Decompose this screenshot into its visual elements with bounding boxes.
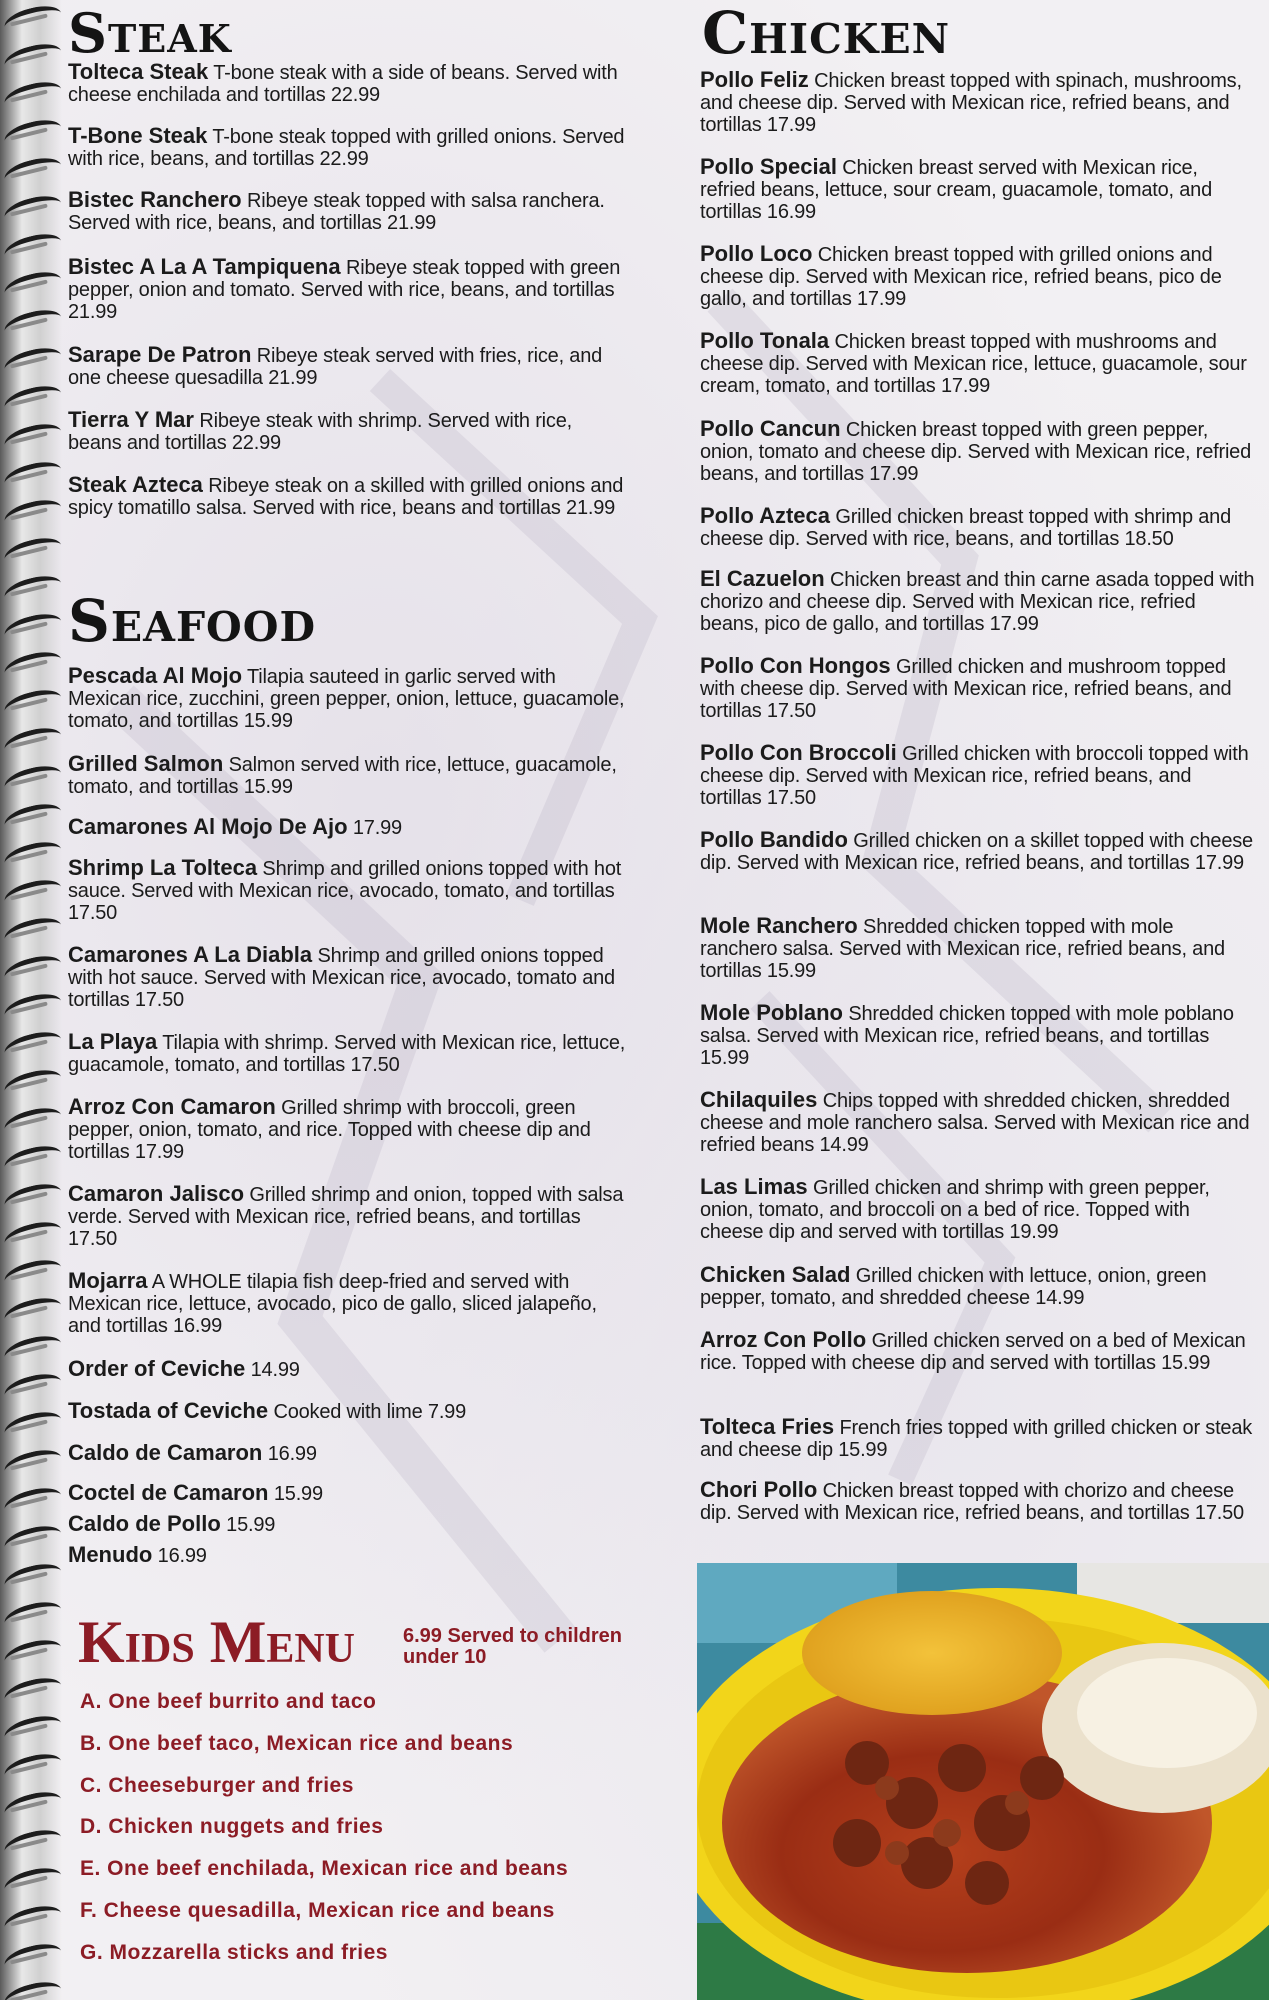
- kids-menu-heading: Kids Menu: [78, 1609, 356, 1675]
- item-name: Arroz Con Pollo: [700, 1327, 867, 1352]
- item-description: Grilled chicken on a skillet topped with cheese dip. Served with Mexican rice, refried beans, and tortillas 17.99: [700, 830, 1253, 874]
- binding-ring: [2, 875, 64, 912]
- binding-ring: [2, 153, 64, 190]
- steak-heading: Steak: [68, 1, 232, 65]
- binding-ring: [2, 1635, 64, 1672]
- menu-item: [68, 857, 628, 924]
- menu-item: [68, 344, 628, 389]
- kids-item: A. One beef burrito and taco: [80, 1690, 377, 1713]
- binding-ring: [2, 1521, 64, 1558]
- item-name: Pollo Azteca: [700, 503, 830, 528]
- item-name: El Cazuelon: [700, 566, 825, 591]
- item-description: Tilapia with shrimp. Served with Mexican rice, lettuce, guacamole, tomato, and tortillas 17.50: [68, 1032, 626, 1076]
- item-name: Camarones Al Mojo De Ajo: [68, 814, 348, 839]
- kids-item: F. Cheese quesadilla, Mexican rice and beans: [80, 1899, 555, 1922]
- item-description: 14.99: [245, 1359, 300, 1381]
- binding-ring: [2, 305, 64, 342]
- item-description: 15.99: [220, 1514, 276, 1536]
- binding-ring: [2, 1369, 64, 1406]
- item-description: Ribeye steak topped with salsa ranchera. Served with rice, beans, and tortillas 21.99: [68, 190, 605, 234]
- menu-item: [68, 816, 628, 839]
- binding-ring: [2, 1027, 64, 1064]
- menu-item: [700, 1176, 1255, 1243]
- menu-item: [68, 474, 628, 519]
- item-description: Shredded chicken topped with mole ranchero salsa. Served with Mexican rice, refried beans, and tortillas 15.99: [700, 916, 1225, 982]
- item-name: Chicken Salad: [700, 1262, 851, 1287]
- binding-ring: [2, 1825, 64, 1862]
- binding-ring: [2, 1103, 64, 1140]
- menu-item: [68, 1031, 628, 1076]
- item-name: Pollo Cancun: [700, 416, 841, 441]
- menu-item: [700, 568, 1255, 635]
- item-name: Mole Ranchero: [700, 913, 858, 938]
- item-name: Menudo: [68, 1542, 153, 1567]
- menu-item: [700, 1002, 1255, 1069]
- menu-item: [700, 1329, 1255, 1374]
- menu-item: [700, 655, 1255, 722]
- menu-item: [68, 1442, 628, 1465]
- menu-item: [700, 1264, 1255, 1309]
- binding-ring: [2, 1901, 64, 1938]
- item-name: Sarape De Patron: [68, 342, 252, 367]
- item-description: Chicken breast topped with grilled onions and cheese dip. Served with Mexican rice, refried beans, pico de gallo, and tortillas 17.99: [700, 244, 1222, 310]
- kids-item: B. One beef taco, Mexican rice and beans: [80, 1732, 514, 1755]
- item-description: Chicken breast topped with chorizo and cheese dip. Served with Mexican rice, refried beans, and tortillas 17.50: [700, 1480, 1244, 1524]
- binding-ring: [2, 571, 64, 608]
- item-name: Pollo Loco: [700, 241, 813, 266]
- item-name: Chilaquiles: [700, 1087, 818, 1112]
- binding-ring: [2, 951, 64, 988]
- item-description: Shrimp and grilled onions topped with hot sauce. Served with Mexican rice, avocado, tomato, and tortillas 17.50: [68, 858, 622, 924]
- item-description: Grilled chicken served on a bed of Mexican rice. Topped with cheese dip and served with tortillas 15.99: [700, 1330, 1246, 1374]
- item-name: La Playa: [68, 1029, 158, 1054]
- menu-item: [700, 742, 1255, 809]
- item-description: Grilled chicken breast topped with shrimp and cheese dip. Served with rice, beans, and tortillas 18.50: [700, 506, 1232, 550]
- item-name: Grilled Salmon: [68, 751, 224, 776]
- binding-ring: [2, 1711, 64, 1748]
- plate-illustration: [697, 1563, 1269, 2000]
- menu-item: [68, 1544, 628, 1567]
- item-name: Camaron Jalisco: [68, 1181, 245, 1206]
- binding-ring: [2, 1939, 64, 1976]
- item-name: Chori Pollo: [700, 1477, 818, 1502]
- kids-menu-note: 6.99 Served to children under 10: [403, 1625, 622, 1668]
- item-name: Pollo Con Broccoli: [700, 740, 897, 765]
- item-description: Chicken breast topped with mushrooms and cheese dip. Served with Mexican rice, lettuce, guacamole, sour cream, tomato, and tortillas 17.99: [700, 331, 1247, 397]
- item-description: Grilled chicken and mushroom topped with cheese dip. Served with Mexican rice, refried beans, and tortillas 17.50: [700, 656, 1232, 722]
- item-name: Caldo de Camaron: [68, 1440, 263, 1465]
- item-description: 16.99: [262, 1443, 317, 1465]
- menu-item: [68, 1482, 628, 1505]
- item-name: Bistec Ranchero: [68, 187, 242, 212]
- binding-ring: [2, 77, 64, 114]
- menu-item: [68, 61, 628, 106]
- binding-ring: [2, 685, 64, 722]
- menu-item: [68, 1183, 628, 1250]
- menu-item: [700, 505, 1255, 550]
- binding-ring: [2, 1559, 64, 1596]
- menu-item: [700, 1416, 1255, 1461]
- item-description: 16.99: [152, 1545, 207, 1567]
- binding-ring: [2, 381, 64, 418]
- item-description: Chicken breast topped with green pepper, onion, tomato and cheese dip. Served with Mexican rice, refried beans, and tortillas 17.99: [700, 419, 1252, 485]
- item-name: Mojarra: [68, 1268, 148, 1293]
- item-description: Grilled chicken and shrimp with green pepper, onion, tomato, and broccoli on a bed of rice. Topped with cheese dip and served with tortillas 19.99: [700, 1177, 1210, 1243]
- item-name: Tierra Y Mar: [68, 407, 194, 432]
- item-description: Grilled chicken with lettuce, onion, green pepper, tomato, and shredded cheese 14.99: [700, 1265, 1207, 1309]
- binding-ring: [2, 267, 64, 304]
- binding-ring: [2, 1065, 64, 1102]
- item-name: Shrimp La Tolteca: [68, 855, 258, 880]
- binding-ring: [2, 229, 64, 266]
- binding-ring: [2, 1977, 64, 2000]
- binding-ring: [2, 343, 64, 380]
- item-description: Chicken breast and thin carne asada topped with chorizo and cheese dip. Served with Mexican rice, refried beans, pico de gallo, and tortillas 17.99: [700, 569, 1255, 635]
- menu-item: [68, 1096, 628, 1163]
- binding-ring: [2, 1, 64, 38]
- item-description: Ribeye steak on a skilled with grilled onions and spicy tomatillo salsa. Served with rice, beans and tortillas 21.99: [68, 475, 624, 519]
- item-description: 15.99: [268, 1483, 323, 1505]
- item-description: Grilled shrimp with broccoli, green pepper, onion, tomato, and rice. Topped with cheese dip and tortillas 17.99: [68, 1097, 591, 1163]
- item-name: Steak Azteca: [68, 472, 203, 497]
- binding-ring: [2, 39, 64, 76]
- menu-item: [68, 944, 628, 1011]
- menu-item: [68, 665, 628, 732]
- item-description: T-bone steak with a side of beans. Served with cheese enchilada and tortillas 22.99: [68, 62, 618, 106]
- binding-ring: [2, 191, 64, 228]
- menu-item: [68, 256, 628, 323]
- binding-ring: [2, 609, 64, 646]
- menu-item: [700, 915, 1255, 982]
- item-description: Grilled shrimp and onion, topped with salsa verde. Served with Mexican rice, refried beans, and tortillas 17.50: [68, 1184, 624, 1250]
- seafood-heading: Seafood: [68, 587, 317, 655]
- binding-ring: [2, 761, 64, 798]
- item-description: Ribeye steak topped with green pepper, onion and tomato. Served with rice, beans, and tortillas 21.99: [68, 257, 621, 323]
- item-name: T-Bone Steak: [68, 123, 208, 148]
- kids-item: D. Chicken nuggets and fries: [80, 1815, 384, 1838]
- spiral-binding: [0, 0, 62, 2000]
- item-name: Tostada of Ceviche: [68, 1398, 269, 1423]
- item-description: T-bone steak topped with grilled onions. Served with rice, beans, and tortillas 22.99: [68, 126, 625, 170]
- binding-ring: [2, 495, 64, 532]
- binding-ring: [2, 1331, 64, 1368]
- menu-item: [68, 1358, 628, 1381]
- menu-item: [68, 189, 628, 234]
- binding-ring: [2, 457, 64, 494]
- item-description: Shredded chicken topped with mole poblano salsa. Served with Mexican rice, refried beans, and tortillas 15.99: [700, 1003, 1234, 1069]
- binding-ring: [2, 533, 64, 570]
- binding-ring: [2, 1445, 64, 1482]
- binding-ring: [2, 723, 64, 760]
- binding-ring: [2, 799, 64, 836]
- binding-ring: [2, 1749, 64, 1786]
- binding-ring: [2, 837, 64, 874]
- item-name: Pescada Al Mojo: [68, 663, 243, 688]
- menu-item: [68, 1400, 628, 1423]
- binding-ring: [2, 1407, 64, 1444]
- binding-ring: [2, 1673, 64, 1710]
- kids-item: E. One beef enchilada, Mexican rice and beans: [80, 1857, 569, 1880]
- item-description: Chicken breast served with Mexican rice, refried beans, lettuce, sour cream, guacamole, tomato, and tortillas 16.99: [700, 157, 1213, 223]
- binding-ring: [2, 913, 64, 950]
- item-description: Cooked with lime 7.99: [268, 1401, 467, 1423]
- menu-item: [700, 1479, 1255, 1524]
- binding-ring: [2, 1255, 64, 1292]
- item-name: Tolteca Steak: [68, 59, 209, 84]
- binding-ring: [2, 989, 64, 1026]
- kids-item: G. Mozzarella sticks and fries: [80, 1941, 388, 1964]
- chicken-heading: Chicken: [702, 0, 951, 67]
- item-name: Caldo de Pollo: [68, 1511, 221, 1536]
- menu-item: [700, 330, 1255, 397]
- menu-item: [700, 69, 1255, 136]
- item-name: Pollo Tonala: [700, 328, 830, 353]
- item-description: Chips topped with shredded chicken, shredded cheese and mole ranchero salsa. Served with Mexican rice and refried beans 14.99: [700, 1090, 1250, 1156]
- item-description: Grilled chicken with broccoli topped with cheese dip. Served with Mexican rice, refried beans, and tortillas 17.50: [700, 743, 1249, 809]
- item-description: Shrimp and grilled onions topped with hot sauce. Served with Mexican rice, avocado, tomato and tortillas 17.50: [68, 945, 615, 1011]
- item-description: French fries topped with grilled chicken or steak and cheese dip 15.99: [700, 1417, 1253, 1461]
- item-description: Salmon served with rice, lettuce, guacamole, tomato, and tortillas 15.99: [68, 754, 617, 798]
- menu-item: [68, 1513, 628, 1536]
- item-name: Mole Poblano: [700, 1000, 843, 1025]
- menu-item: [700, 156, 1255, 223]
- menu-item: [700, 1089, 1255, 1156]
- binding-ring: [2, 1787, 64, 1824]
- item-name: Pollo Special: [700, 154, 837, 179]
- item-name: Coctel de Camaron: [68, 1480, 269, 1505]
- binding-ring: [2, 419, 64, 456]
- item-name: Camarones A La Diabla: [68, 942, 313, 967]
- menu-item: [68, 753, 628, 798]
- item-name: Order of Ceviche: [68, 1356, 246, 1381]
- item-description: Ribeye steak served with fries, rice, and one cheese quesadilla 21.99: [68, 345, 603, 389]
- binding-ring: [2, 1863, 64, 1900]
- item-name: Pollo Con Hongos: [700, 653, 891, 678]
- item-description: 17.99: [347, 817, 402, 839]
- binding-ring: [2, 1597, 64, 1634]
- kids-item: C. Cheeseburger and fries: [80, 1774, 354, 1797]
- binding-ring: [2, 1483, 64, 1520]
- menu-item: [68, 125, 628, 170]
- item-name: Las Limas: [700, 1174, 808, 1199]
- item-description: Tilapia sauteed in garlic served with Mexican rice, zucchini, green pepper, onion, lettuce, guacamole, tomato, and tortillas 15.99: [68, 666, 625, 732]
- food-photo: [697, 1563, 1269, 2000]
- binding-ring: [2, 1179, 64, 1216]
- binding-ring: [2, 1141, 64, 1178]
- menu-item: [68, 409, 628, 454]
- menu-item: [68, 1270, 628, 1337]
- binding-ring: [2, 1293, 64, 1330]
- menu-item: [700, 418, 1255, 485]
- item-description: Ribeye steak with shrimp. Served with rice, beans and tortillas 22.99: [68, 410, 572, 454]
- item-description: A WHOLE tilapia fish deep-fried and served with Mexican rice, lettuce, avocado, pico de gallo, sliced jalapeño, and tortillas 16.99: [68, 1271, 597, 1337]
- item-name: Pollo Feliz: [700, 67, 809, 92]
- item-name: Arroz Con Camaron: [68, 1094, 276, 1119]
- item-name: Bistec A La A Tampiquena: [68, 254, 341, 279]
- menu-item: [700, 243, 1255, 310]
- binding-ring: [2, 647, 64, 684]
- item-name: Tolteca Fries: [700, 1414, 835, 1439]
- binding-ring: [2, 1217, 64, 1254]
- item-name: Pollo Bandido: [700, 827, 848, 852]
- binding-ring: [2, 115, 64, 152]
- menu-item: [700, 829, 1255, 874]
- item-description: Chicken breast topped with spinach, mushrooms, and cheese dip. Served with Mexican rice, refried beans, and tortillas 17.99: [700, 70, 1242, 136]
